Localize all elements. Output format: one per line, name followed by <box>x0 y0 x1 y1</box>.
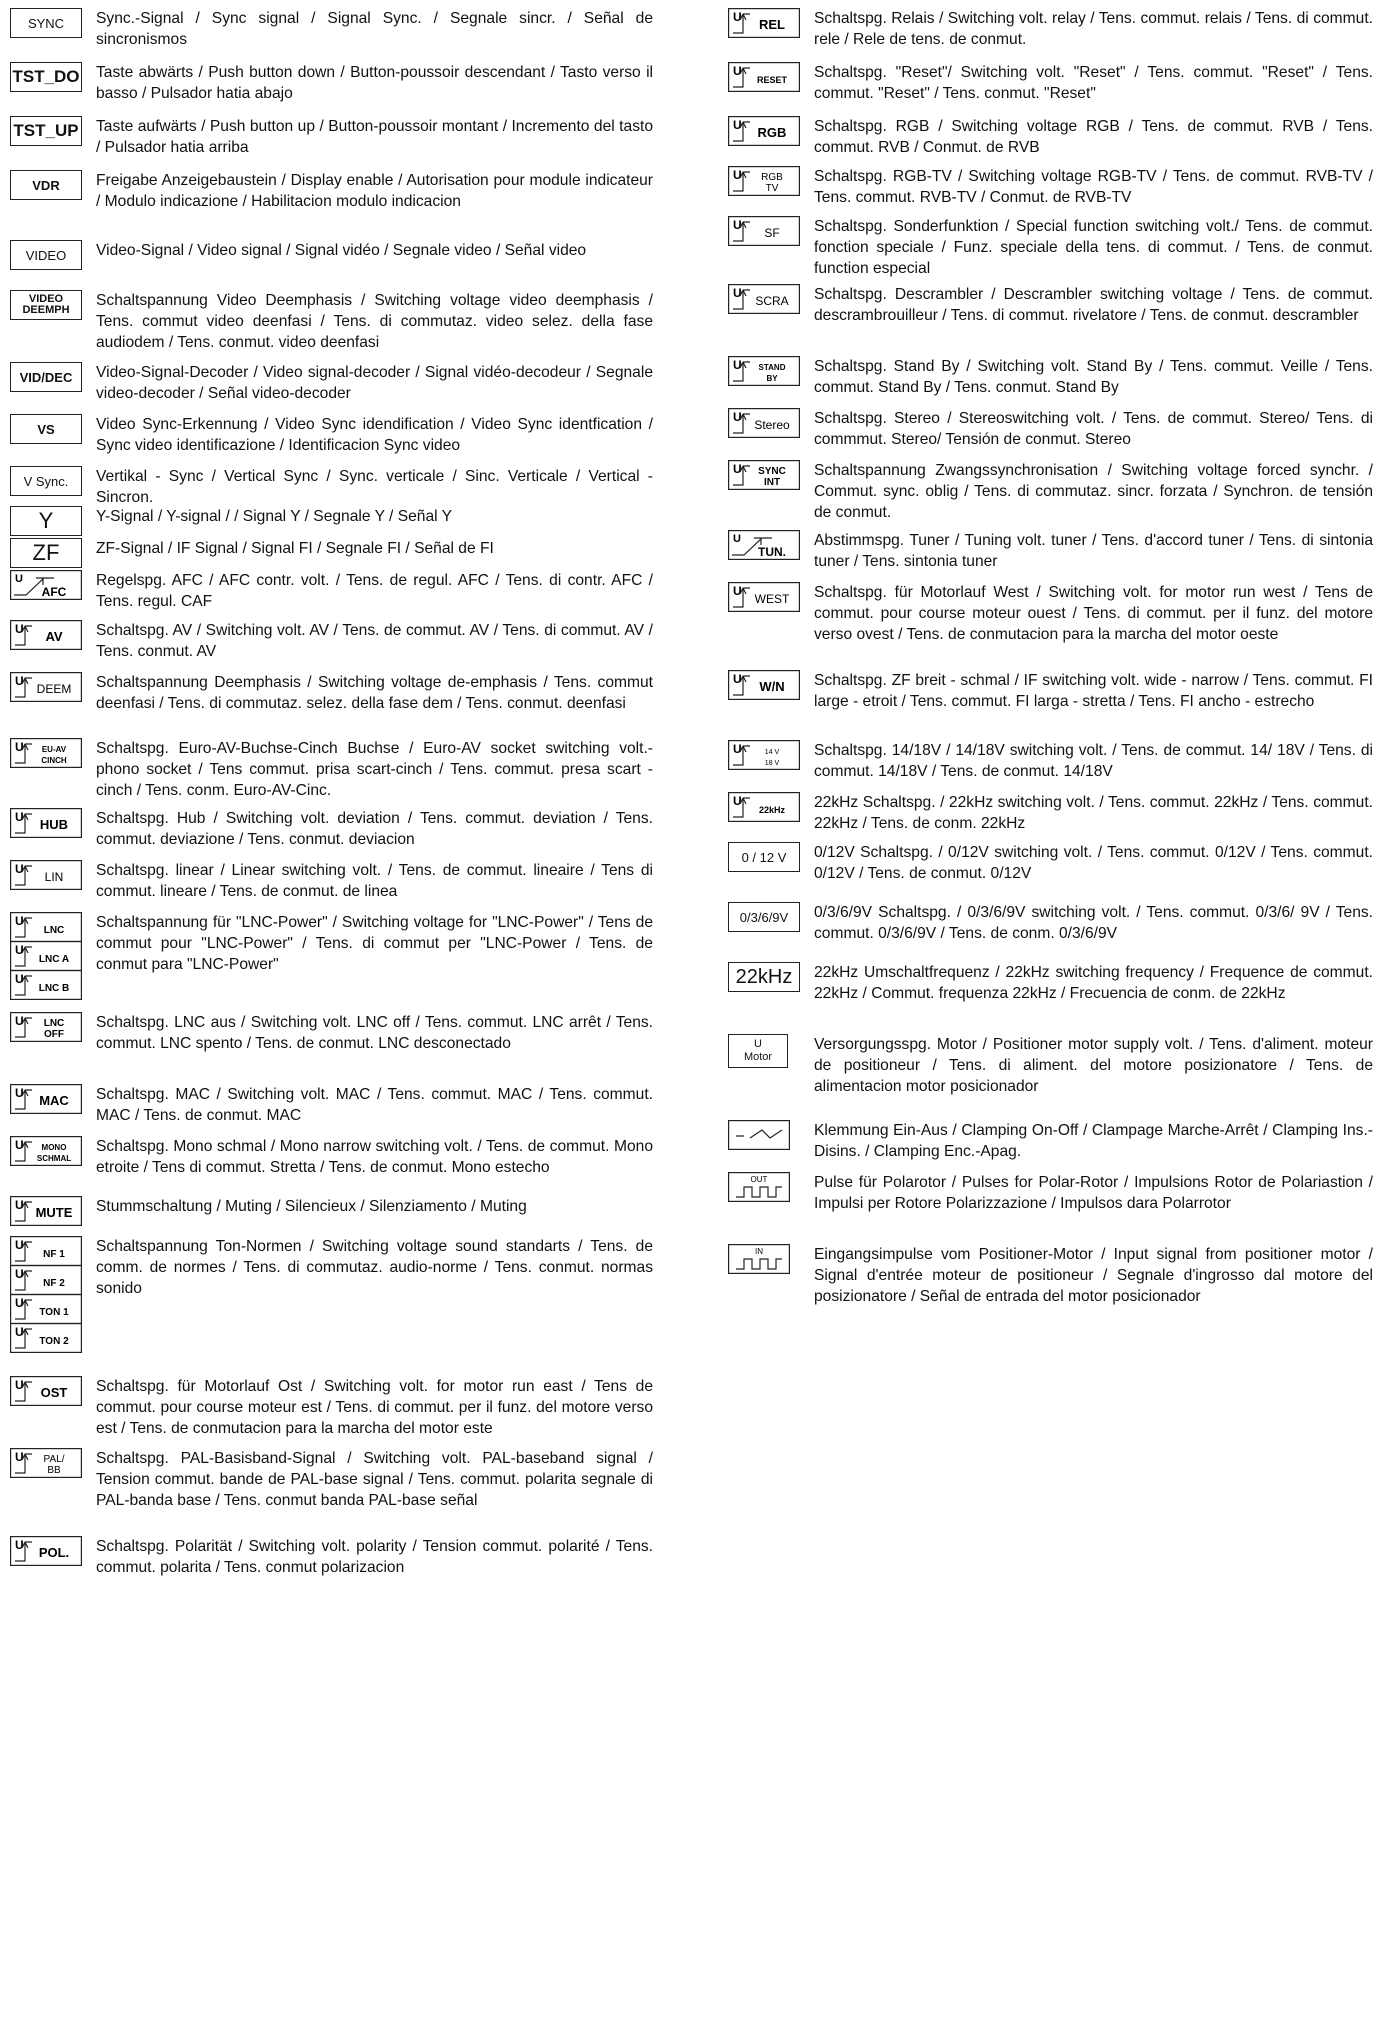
svg-text:U: U <box>733 286 742 300</box>
svg-text:LNC A: LNC A <box>38 954 70 965</box>
description-text: Schaltspannung Ton-Normen / Switching voltage sound standarts / Tens. de comm. de normes / Tens. di commutaz. audio-norme / Tens. conmut. normas sonido <box>96 1238 653 1297</box>
svg-text:HUB: HUB <box>39 817 69 832</box>
symbol <box>10 860 82 895</box>
symbol <box>10 1136 82 1171</box>
symbol <box>728 842 800 872</box>
switching-voltage-symbol <box>10 912 82 942</box>
switching-voltage-symbol <box>10 1012 82 1042</box>
svg-text:U: U <box>733 118 742 132</box>
svg-text:MAC: MAC <box>39 1093 69 1108</box>
pulse-symbol <box>728 1172 790 1202</box>
symbol <box>728 530 800 565</box>
symbol <box>728 962 800 992</box>
signal-symbol-box: 22kHz <box>728 962 800 992</box>
symbol <box>728 1120 790 1155</box>
description-text: Stummschaltung / Muting / Silencieux / Silenziamento / Muting <box>96 1198 527 1215</box>
svg-text:OFF: OFF <box>44 1029 64 1040</box>
svg-text:LNC B: LNC B <box>38 983 70 994</box>
symbol <box>728 62 800 97</box>
symbol <box>728 670 800 705</box>
description-text: Schaltspg. Stereo / Stereoswitching volt. / Tens. de commut. Stereo/ Tens. di commmut. Stereo/ Tensión de conmut. Stereo <box>814 410 1373 448</box>
svg-text:U: U <box>15 1086 24 1100</box>
switching-voltage-symbol <box>10 1196 82 1226</box>
svg-text:POL.: POL. <box>38 1545 70 1560</box>
svg-text:BB: BB <box>47 1465 61 1476</box>
switching-voltage-symbol <box>728 460 800 490</box>
svg-text:U: U <box>733 794 742 808</box>
svg-text:U: U <box>15 810 24 824</box>
description-text: Schaltspannung Deemphasis / Switching voltage de-emphasis / Tens. commut deenfasi / Tens. di commutaz. selez. della fase dem / Tens. conmut. deenfasi <box>96 674 653 712</box>
svg-text:OST: OST <box>40 1385 68 1400</box>
symbol <box>728 1172 790 1207</box>
symbol <box>10 808 82 843</box>
symbol <box>728 356 800 391</box>
description-text: Video Sync-Erkennung / Video Sync idendification / Video Sync identfication / Sync video identificazione / Identificacion Sync video <box>96 416 653 454</box>
switching-voltage-symbol <box>10 1084 82 1114</box>
symbol <box>728 8 800 43</box>
description-text: Taste abwärts / Push button down / Button-poussoir descendant / Tasto verso il basso / Pulsador hatia abajo <box>96 64 653 102</box>
symbol <box>728 460 800 495</box>
signal-symbol-box: V Sync. <box>10 466 82 496</box>
signal-symbol-box: VIDEO DEEMPH <box>10 290 82 320</box>
svg-text:CINCH: CINCH <box>41 756 67 765</box>
description-text: Schaltspannung für "LNC-Power" / Switching voltage for "LNC-Power" / Tens de commut pour "LNC-Power" / Tens. di commut per "LNC-Power / Tens. de conmut para "LNC-Power" <box>96 914 653 973</box>
svg-text:14 V: 14 V <box>764 749 780 756</box>
description-text: Schaltspg. Hub / Switching volt. deviation / Tens. commut. deviation / Tens. commut. deviazione / Tens. conmut. deviacion <box>96 810 653 848</box>
switching-voltage-symbol <box>728 740 800 770</box>
svg-text:U: U <box>15 1378 24 1392</box>
symbol <box>10 538 82 568</box>
svg-text:U: U <box>15 1538 24 1552</box>
description-text: Taste aufwärts / Push button up / Button-poussoir montant / Incremento del tasto / Pulsador hatia arriba <box>96 118 653 156</box>
pulse-symbol <box>728 1244 790 1274</box>
switching-voltage-symbol <box>728 356 800 386</box>
switching-voltage-symbol <box>10 860 82 890</box>
signal-symbol-box: VDR <box>10 170 82 200</box>
description-text: Abstimmspg. Tuner / Tuning volt. tuner / Tens. d'accord tuner / Tens. di sintonia tuner / Tens. sintonia tuner <box>814 532 1373 570</box>
description-text: Regelspg. AFC / AFC contr. volt. / Tens. de regul. AFC / Tens. di contr. AFC / Tens. regul. CAF <box>96 572 653 610</box>
switching-voltage-symbol <box>10 1136 82 1166</box>
svg-text:SF: SF <box>764 226 780 240</box>
switching-voltage-symbol <box>10 941 82 971</box>
signal-symbol-box: Y <box>10 506 82 536</box>
description-text: Schaltspg. PAL-Basisband-Signal / Switching volt. PAL-baseband signal / Tension commut. bande de PAL-base signal / Tens. commut. polarita segnale di PAL-banda base / Tens. conmut banda PAL-base señal <box>96 1450 653 1509</box>
svg-text:DEEM: DEEM <box>36 682 72 696</box>
symbol <box>728 792 800 827</box>
svg-text:SCHMAL: SCHMAL <box>36 1154 72 1163</box>
switching-voltage-symbol <box>10 1294 82 1324</box>
switching-voltage-symbol <box>10 808 82 838</box>
svg-text:NF 1: NF 1 <box>43 1249 65 1260</box>
description-text: Schaltspannung Video Deemphasis / Switching voltage video deemphasis / Tens. commut video deenfasi / Tens. di commutaz. video selez. della fase audiodem / Tens. conmut. video deenfasi <box>96 292 653 351</box>
symbol <box>10 240 82 270</box>
svg-text:BY: BY <box>766 374 778 383</box>
symbol <box>10 414 82 444</box>
svg-text:U: U <box>15 573 23 585</box>
symbol <box>10 1236 82 1352</box>
symbol <box>10 8 82 38</box>
svg-text:EU-AV: EU-AV <box>41 745 67 754</box>
switching-voltage-symbol <box>10 970 82 1000</box>
svg-text:U: U <box>15 943 24 957</box>
switching-voltage-symbol <box>728 8 800 38</box>
svg-text:18 V: 18 V <box>764 760 780 767</box>
description-text: ZF-Signal / IF Signal / Signal FI / Segnale FI / Señal de FI <box>96 540 494 557</box>
signal-symbol-box: VID/DEC <box>10 362 82 392</box>
symbol <box>728 116 800 151</box>
symbol <box>10 1084 82 1119</box>
symbol <box>10 1196 82 1231</box>
description-text: Eingangsimpulse vom Positioner-Motor / Input signal from positioner motor / Signal d'entrée moteur de positioneur / Segnale d'ingrosso dal motore del posizionatore / Señal de entrada del motor posicionador <box>814 1246 1373 1305</box>
switching-voltage-symbol <box>10 1536 82 1566</box>
description-text: Schaltspg. Polarität / Switching volt. polarity / Tension commut. polarité / Tens. commut. polarita / Tens. conmut polarizacion <box>96 1538 653 1576</box>
symbol <box>10 1012 82 1047</box>
symbol-stack <box>10 1236 82 1353</box>
svg-text:PAL/: PAL/ <box>43 1454 65 1465</box>
signal-symbol-box: 0/3/6/9V <box>728 902 800 932</box>
symbol <box>728 1034 788 1068</box>
tuning-voltage-symbol <box>728 530 800 560</box>
svg-text:U: U <box>15 1296 24 1310</box>
svg-text:TV: TV <box>765 183 779 194</box>
svg-text:U: U <box>15 1138 24 1152</box>
svg-text:U: U <box>15 972 24 986</box>
description-text: Klemmung Ein-Aus / Clamping On-Off / Clampage Marche-Arrêt / Clamping Ins.-Disins. / Clamping Enc.-Apag. <box>814 1122 1373 1160</box>
description-text: Schaltspg. LNC aus / Switching volt. LNC off / Tens. commut. LNC arrêt / Tens. commut. LNC spento / Tens. de conmut. LNC desconectado <box>96 1014 653 1052</box>
svg-text:U: U <box>15 914 24 928</box>
description-text: Schaltspg. AV / Switching volt. AV / Tens. de commut. AV / Tens. di commut. AV / Tens. conmut. AV <box>96 622 653 660</box>
svg-text:U: U <box>733 10 742 24</box>
svg-text:U: U <box>15 1198 24 1212</box>
description-text: Y-Signal / Y-signal / / Signal Y / Segnale Y / Señal Y <box>96 508 453 525</box>
switching-voltage-symbol <box>10 1265 82 1295</box>
svg-text:TON 1: TON 1 <box>39 1307 69 1318</box>
switching-voltage-symbol <box>10 620 82 650</box>
svg-text:LNC: LNC <box>43 925 65 936</box>
switching-voltage-symbol <box>728 116 800 146</box>
afc-control-symbol <box>10 570 82 600</box>
switching-voltage-symbol <box>728 582 800 612</box>
description-text: Schaltspg. MAC / Switching volt. MAC / Tens. commut. MAC / Tens. commut. MAC / Tens. de conmut. MAC <box>96 1086 653 1124</box>
description-text: Freigabe Anzeigebaustein / Display enable / Autorisation pour module indicateur / Modulo indicazione / Habilitacion modulo indicacion <box>96 172 653 210</box>
description-text: Video-Signal / Video signal / Signal vidéo / Segnale video / Señal video <box>96 242 587 259</box>
signal-symbol-box: TST_DO <box>10 62 82 92</box>
svg-text:INT: INT <box>763 477 781 488</box>
svg-text:U: U <box>733 742 742 756</box>
svg-text:MONO: MONO <box>41 1143 67 1152</box>
signal-symbol-box: 0 / 12 V <box>728 842 800 872</box>
svg-text:TON 2: TON 2 <box>39 1336 69 1347</box>
description-text: 22kHz Umschaltfrequenz / 22kHz switching frequency / Frequence de commut. 22kHz / Commut. frequenza 22kHz / Frecuencia de conm. de 22kHz <box>814 964 1373 1002</box>
description-text: Schaltspg. "Reset"/ Switching volt. "Reset" / Tens. commut. "Reset" / Tens. commut. "Reset" / Tens. conmut. "Reset" <box>814 64 1373 102</box>
description-text: Schaltspg. 14/18V / 14/18V switching volt. / Tens. de commut. 14/ 18V / Tens. di commut. 14/18V / Tens. de conmut. 14/18V <box>814 742 1373 780</box>
symbol <box>10 1376 82 1411</box>
svg-text:WEST: WEST <box>754 592 790 606</box>
svg-text:U: U <box>733 672 742 686</box>
description-text: Schaltspg. RGB-TV / Switching voltage RGB-TV / Tens. de commut. RVB-TV / Tens. commut. RVB-TV / Conmut. de RVB-TV <box>814 168 1373 206</box>
svg-text:RGB: RGB <box>757 125 787 140</box>
description-text: Schaltspg. ZF breit - schmal / IF switching volt. wide - narrow / Tens. commut. FI large - etroit / Tens. commut. FI larga - stretta / Tens. FI ancho - estrecho <box>814 672 1373 710</box>
svg-text:NF 2: NF 2 <box>43 1278 65 1289</box>
switching-voltage-symbol <box>10 1448 82 1478</box>
symbol <box>10 1448 82 1483</box>
symbol <box>10 290 82 320</box>
svg-text:REL: REL <box>759 17 785 32</box>
description-text: 0/12V Schaltspg. / 0/12V switching volt. / Tens. commut. 0/12V / Tens. commut. 0/12V / Tens. de conmut. 0/12V <box>814 844 1373 882</box>
svg-text:U: U <box>15 622 24 636</box>
svg-text:U: U <box>733 533 741 545</box>
svg-text:LNC: LNC <box>43 1018 65 1029</box>
description-text: Schaltspg. Descrambler / Descrambler switching voltage / Tens. de commut. descrambrouilleur / Tens. di commut. rivelatore / Tens. de conmut. descrambler <box>814 286 1373 324</box>
svg-text:SCRA: SCRA <box>755 294 789 308</box>
description-text: Schaltspg. Relais / Switching volt. relay / Tens. commut. relais / Tens. di commut. rele / Rele de tens. de conmut. <box>814 10 1373 48</box>
svg-text:22kHz: 22kHz <box>758 805 786 815</box>
switching-voltage-symbol <box>728 284 800 314</box>
svg-text:U: U <box>15 1325 24 1339</box>
switching-voltage-symbol <box>10 672 82 702</box>
symbol <box>728 216 800 251</box>
symbol <box>10 620 82 655</box>
description-text: Video-Signal-Decoder / Video signal-decoder / Signal vidéo-decodeur / Segnale video-decoder / Señal video-decoder <box>96 364 653 402</box>
symbol <box>10 570 82 605</box>
symbol <box>10 62 82 92</box>
switching-voltage-symbol <box>10 738 82 768</box>
svg-text:SYNC: SYNC <box>758 466 786 477</box>
symbol <box>10 170 82 200</box>
svg-text:U: U <box>733 410 742 424</box>
symbol <box>728 740 800 775</box>
svg-text:U: U <box>15 1238 24 1252</box>
svg-text:U: U <box>15 740 24 754</box>
svg-text:U: U <box>15 862 24 876</box>
description-text: Schaltspg. Stand By / Switching volt. Stand By / Tens. commut. Veille / Tens. commut. Stand By / Tens. conmut. Stand By <box>814 358 1373 396</box>
svg-text:RGB: RGB <box>761 172 783 183</box>
svg-text:Stereo: Stereo <box>754 418 790 432</box>
svg-text:OUT: OUT <box>750 1175 768 1184</box>
symbol <box>10 1536 82 1571</box>
symbol <box>728 582 800 617</box>
svg-text:U: U <box>15 1014 24 1028</box>
description-text: Schaltspg. Mono schmal / Mono narrow switching volt. / Tens. de commut. Mono etroite / Tens di commut. Stretta / Tens. de conmut. Mono estecho <box>96 1138 653 1176</box>
svg-text:AFC: AFC <box>41 585 67 599</box>
switching-voltage-symbol <box>728 166 800 196</box>
description-text: Schaltspg. für Motorlauf Ost / Switching volt. for motor run east / Tens de commut. pour course moteur est / Tens. di commut. per il funz. del motore verso est / Tens. de conmutacion para la marcha del motor este <box>96 1378 653 1437</box>
symbol <box>728 902 800 932</box>
svg-text:U: U <box>15 1450 24 1464</box>
description-text: 22kHz Schaltspg. / 22kHz switching volt. / Tens. commut. 22kHz / Tens. commut. 22kHz / Tens. de conm. 22kHz <box>814 794 1373 832</box>
symbol <box>728 284 800 319</box>
description-text: 0/3/6/9V Schaltspg. / 0/3/6/9V switching volt. / Tens. commut. 0/3/6/ 9V / Tens. commut. 0/3/6/9V / Tens. de conm. 0/3/6/9V <box>814 904 1373 942</box>
svg-text:U: U <box>733 168 742 182</box>
switching-voltage-symbol <box>728 216 800 246</box>
description-text: Schaltspg. linear / Linear switching volt. / Tens. de commut. lineaire / Tens di commut. lineare / Tens. de conmut. de linea <box>96 862 653 900</box>
description-text: Schaltspannung Zwangssynchronisation / Switching voltage forced synchr. / Commut. sync. oblig / Tens. di commutaz. sincr. forzata / Synchron. de tensión de conmut. <box>814 462 1373 521</box>
symbol <box>10 116 82 146</box>
svg-text:MUTE: MUTE <box>35 1205 73 1220</box>
description-text: Versorgungsspg. Motor / Positioner motor supply volt. / Tens. d'aliment. moteur de positioneur / Tens. di aliment. del motore posizionatore / Tens. de alimentacion motor posicionador <box>814 1036 1373 1095</box>
svg-text:U: U <box>733 64 742 78</box>
description-text: Schaltspg. Euro-AV-Buchse-Cinch Buchse / Euro-AV socket switching volt.- phono socket / Tens commut. prisa scart-cinch / Tens. commut. presa scart - cinch / Tens. conm. Euro-AV-Cinc. <box>96 740 653 799</box>
signal-symbol-box: VS <box>10 414 82 444</box>
svg-text:U: U <box>733 218 742 232</box>
symbol <box>728 408 800 443</box>
svg-text:LIN: LIN <box>44 870 64 884</box>
symbol <box>10 362 82 392</box>
symbol <box>10 672 82 707</box>
signal-symbol-box: SYNC <box>10 8 82 38</box>
svg-text:U: U <box>733 584 742 598</box>
description-text: Schaltspg. Sonderfunktion / Special function switching volt./ Tens. de commut. fonction speciale / Funz. speciale della tens. di commut. / Tens. de conmut. function especial <box>814 218 1373 277</box>
svg-text:IN: IN <box>755 1247 763 1256</box>
switching-voltage-symbol <box>10 1236 82 1266</box>
description-text: Sync.-Signal / Sync signal / Signal Sync. / Segnale sincr. / Señal de sincronismos <box>96 10 653 48</box>
svg-text:RESET: RESET <box>756 75 788 85</box>
symbol <box>10 738 82 773</box>
switching-voltage-symbol <box>728 670 800 700</box>
switching-voltage-symbol <box>728 62 800 92</box>
svg-text:U: U <box>733 462 742 476</box>
symbol <box>10 912 82 999</box>
description-text: Schaltspg. für Motorlauf West / Switching volt. for motor run west / Tens de commut. pour course moteur ouest / Tens. di commut. per il funz. del motore verso ovest / Tens. de conmutacion para la marcha del motor oeste <box>814 584 1373 643</box>
clamping-symbol <box>728 1120 790 1150</box>
description-text: Pulse für Polarotor / Pulses for Polar-Rotor / Impulsions Rotor de Polariastion / Impulsi per Rotore Polarizzazione / Impulsos dara Polarrotor <box>814 1174 1373 1212</box>
svg-text:W/N: W/N <box>759 679 785 694</box>
symbol <box>728 166 800 201</box>
switching-voltage-symbol <box>10 1323 82 1353</box>
symbol <box>10 506 82 536</box>
svg-text:TUN.: TUN. <box>758 545 786 559</box>
symbol <box>728 1244 790 1279</box>
svg-text:U: U <box>15 1267 24 1281</box>
switching-voltage-symbol <box>10 1376 82 1406</box>
symbol-stack <box>10 912 82 1000</box>
symbol <box>10 466 82 496</box>
signal-symbol-box: TST_UP <box>10 116 82 146</box>
svg-text:U: U <box>15 674 24 688</box>
svg-text:U: U <box>733 358 742 372</box>
svg-text:AV: AV <box>45 629 63 644</box>
switching-voltage-symbol <box>728 408 800 438</box>
svg-text:STAND: STAND <box>758 363 786 372</box>
signal-symbol-box: U Motor <box>728 1034 788 1068</box>
signal-symbol-box: VIDEO <box>10 240 82 270</box>
signal-symbol-box: ZF <box>10 538 82 568</box>
switching-voltage-symbol <box>728 792 800 822</box>
description-text: Vertikal - Sync / Vertical Sync / Sync. verticale / Sinc. Verticale / Vertical - Sincron. <box>96 468 653 506</box>
description-text: Schaltspg. RGB / Switching voltage RGB / Tens. de commut. RVB / Tens. commut. RVB / Conmut. de RVB <box>814 118 1373 156</box>
